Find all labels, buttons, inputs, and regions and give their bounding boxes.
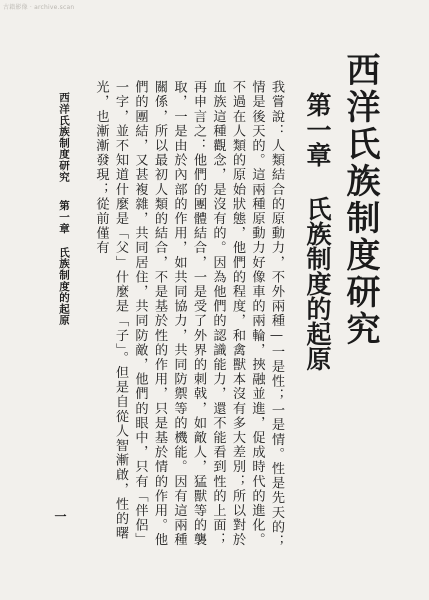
page-number: 一 [53, 510, 67, 522]
book-title: 西洋氏族制度研究 [340, 52, 380, 348]
running-head [52, 92, 72, 552]
watermark: 古籍影像 · archive.scan [3, 4, 75, 11]
chapter-heading: 第一章 氏族制度的起原 [303, 92, 332, 371]
body-paragraph: 我嘗說：人類結合的原動力，不外兩種—一是性；一是情。性是先天的；情是後天的。這兩種原動力好像車的兩輪，挾融並進，促成時代的進化。不過在人類的原始狀態，他們的程度，和禽獸本沒有多大差別；所以對於血族這種觀念，是沒有的。因為他們的認識能力，還不能看到性的上面；再申言之：他們的團體結合，一是受了外界的刺戟，如敵人，猛獸等的襲取，一是由於內部的作用，如共同協力，共同防禦等的機能。因有這兩種關係，所以最初人類的結合，不是基於性的作用，只是基於情的作用。他們的團結，又甚複雜，共同居住，共同防敵，他們的眼中，只有「伴侶」一字，並不知道什麼是「父」什麼是「子」。但是自從人智漸啟，性的曙光，也漸漸發現；從前僅有 [93, 80, 284, 549]
running-head-chapter: 第一章 氏族制度的起原 [58, 200, 70, 327]
running-head-book: 西洋氏族制度研究 [58, 92, 70, 183]
body-text [88, 80, 286, 560]
